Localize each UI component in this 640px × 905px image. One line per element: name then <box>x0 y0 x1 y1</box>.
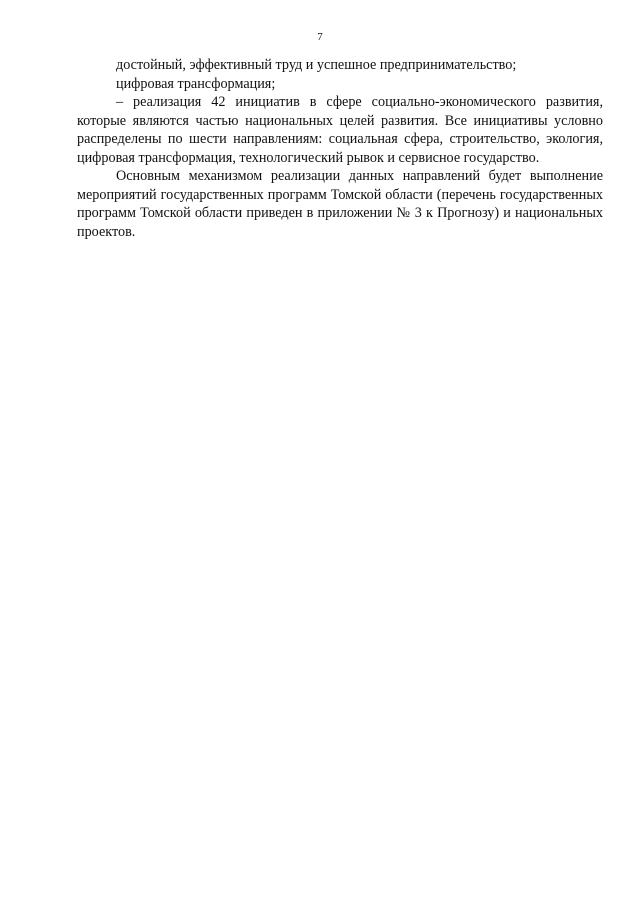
document-body <box>77 56 603 241</box>
page-number: 7 <box>317 31 323 43</box>
paragraph-decent-work: достойный, эффективный труд и успешное предпринимательство; <box>116 57 517 73</box>
paragraph-initiatives: – реализация 42 инициатив в сфере социально-экономического развития, которые являются частью национальных целей развития. Все инициативы условно распределены по шести направлениям: социальная сфера, строительство, экология, цифровая трансформация, технологический рывок и сервисное государство. <box>77 94 603 166</box>
paragraph-digital-transformation: цифровая трансформация; <box>116 75 276 92</box>
paragraph-mechanism: Основным механизмом реализации данных направлений будет выполнение мероприятий государственных программ Томской области (перечень государственных программ Томской области приведен в приложении № 3 к Прогнозу) и национальных проектов. <box>77 168 603 240</box>
